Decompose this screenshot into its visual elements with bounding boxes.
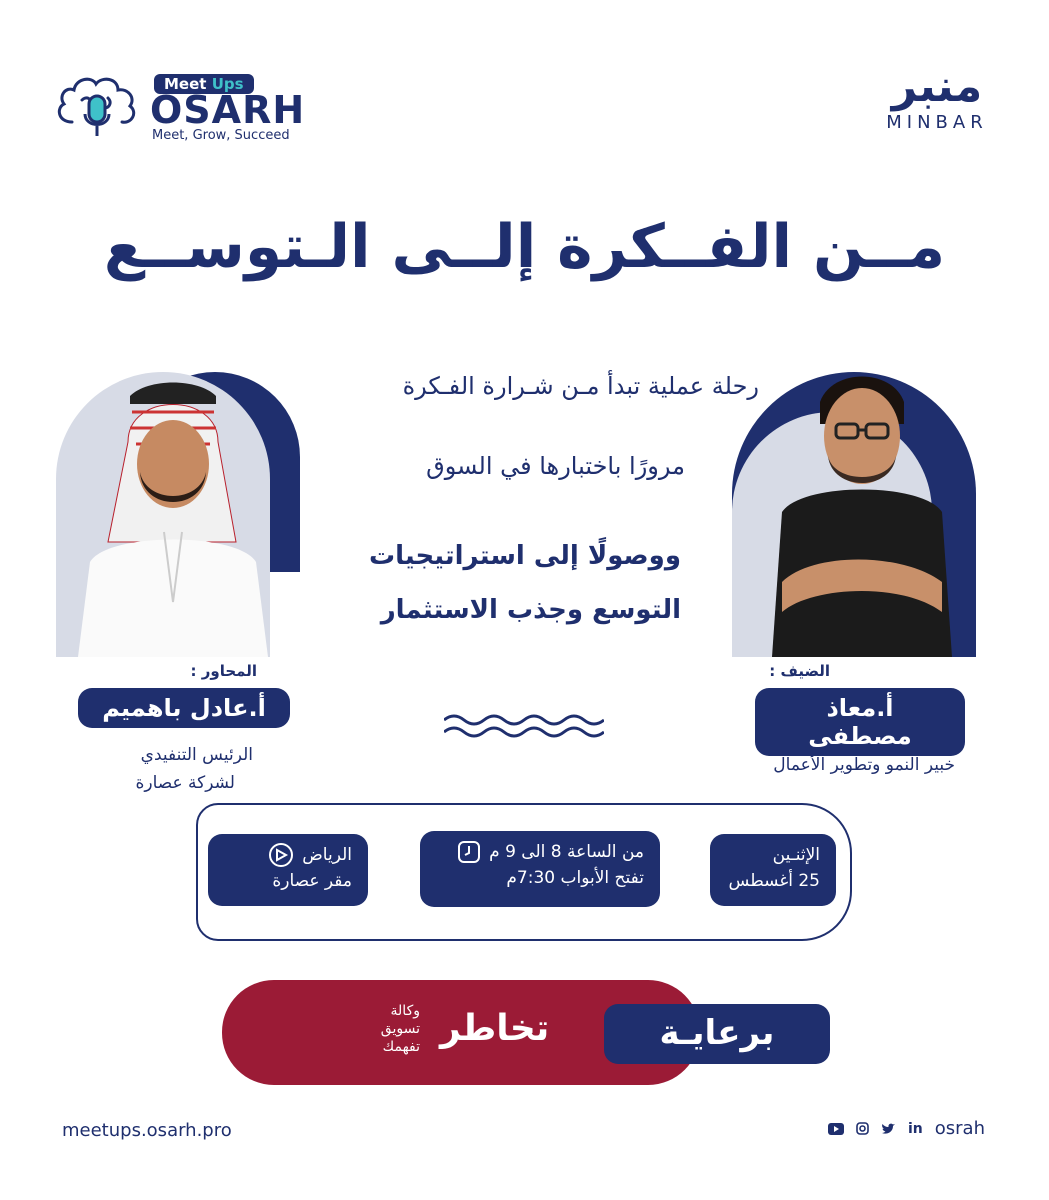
sponsor-tagline-3: تفهمك: [382, 1039, 420, 1055]
location-pill: [208, 834, 368, 906]
doors-open: تفتح الأبواب 7:30م: [506, 868, 644, 888]
sponsor-tagline-1: وكالة: [390, 1003, 420, 1019]
guest-portrait: [752, 372, 962, 657]
twitter-icon[interactable]: [881, 1123, 896, 1135]
time-range: من الساعة 8 الى 9 م: [489, 842, 644, 862]
social-handle[interactable]: osrah: [934, 1118, 985, 1139]
sponsor-label: برعايـة: [604, 1004, 830, 1064]
moderator-name-pill: أ.عادل باهميم: [78, 688, 290, 728]
moderator-title-line-2: لشركة عصارة: [135, 773, 235, 793]
date-pill: [710, 834, 836, 906]
brain-mic-icon: [52, 70, 142, 140]
description-line-1: رحلة عملية تبدأ مـن شـرارة الفـكرة: [402, 372, 759, 400]
event-title: مــن الفــكرة إلــى الـتوســع: [103, 212, 946, 282]
date-full: 25 أغسطس: [728, 871, 820, 891]
description-line-2: مرورًا باختبارها في السوق: [426, 452, 685, 480]
wave-divider: [444, 712, 604, 740]
minbar-latin-wordmark: MINBAR: [886, 112, 988, 133]
sponsor-name: تخاطر: [440, 1008, 550, 1049]
description-line-4: التوسع وجذب الاستثمار: [380, 595, 681, 625]
guest-title-line-1: خبير النمو وتطوير الأعمال: [773, 755, 955, 775]
meetups-badge: Meet Ups: [154, 74, 254, 94]
osarh-logo: [52, 70, 312, 150]
footer-url[interactable]: meetups.osarh.pro: [62, 1120, 232, 1141]
youtube-icon[interactable]: [828, 1123, 844, 1135]
moderator-role-label: المحاور :: [190, 662, 257, 680]
moderator-title-line-1: الرئيس التنفيدي: [140, 745, 253, 765]
location-pin-icon: [268, 842, 294, 868]
osarh-tagline: Meet, Grow, Succeed: [152, 128, 290, 143]
sponsor-tagline-2: تسويق: [380, 1021, 420, 1037]
location-venue: مقر عصارة: [272, 871, 352, 891]
clock-icon: [457, 840, 481, 864]
footer-social: [828, 1118, 985, 1139]
guest-role-label: الضيف :: [769, 662, 830, 680]
osarh-wordmark: OSARH: [150, 88, 306, 132]
linkedin-icon[interactable]: in: [908, 1120, 923, 1137]
minbar-logo: [877, 62, 997, 142]
location-city: الرياض: [302, 845, 352, 865]
moderator-photo-card: [56, 372, 300, 657]
moderator-portrait: [68, 372, 278, 657]
description-line-3: ووصولًا إلى استراتيجيات: [369, 541, 681, 571]
guest-photo-card: [732, 372, 976, 657]
minbar-arabic-wordmark: منبر: [891, 61, 983, 112]
sponsor-tagline: [340, 1002, 420, 1056]
guest-name-pill: أ.معاذ مصطفى: [755, 688, 965, 756]
instagram-icon[interactable]: [856, 1122, 869, 1135]
time-pill: [420, 831, 660, 907]
date-day: الإثنـين: [772, 845, 820, 865]
